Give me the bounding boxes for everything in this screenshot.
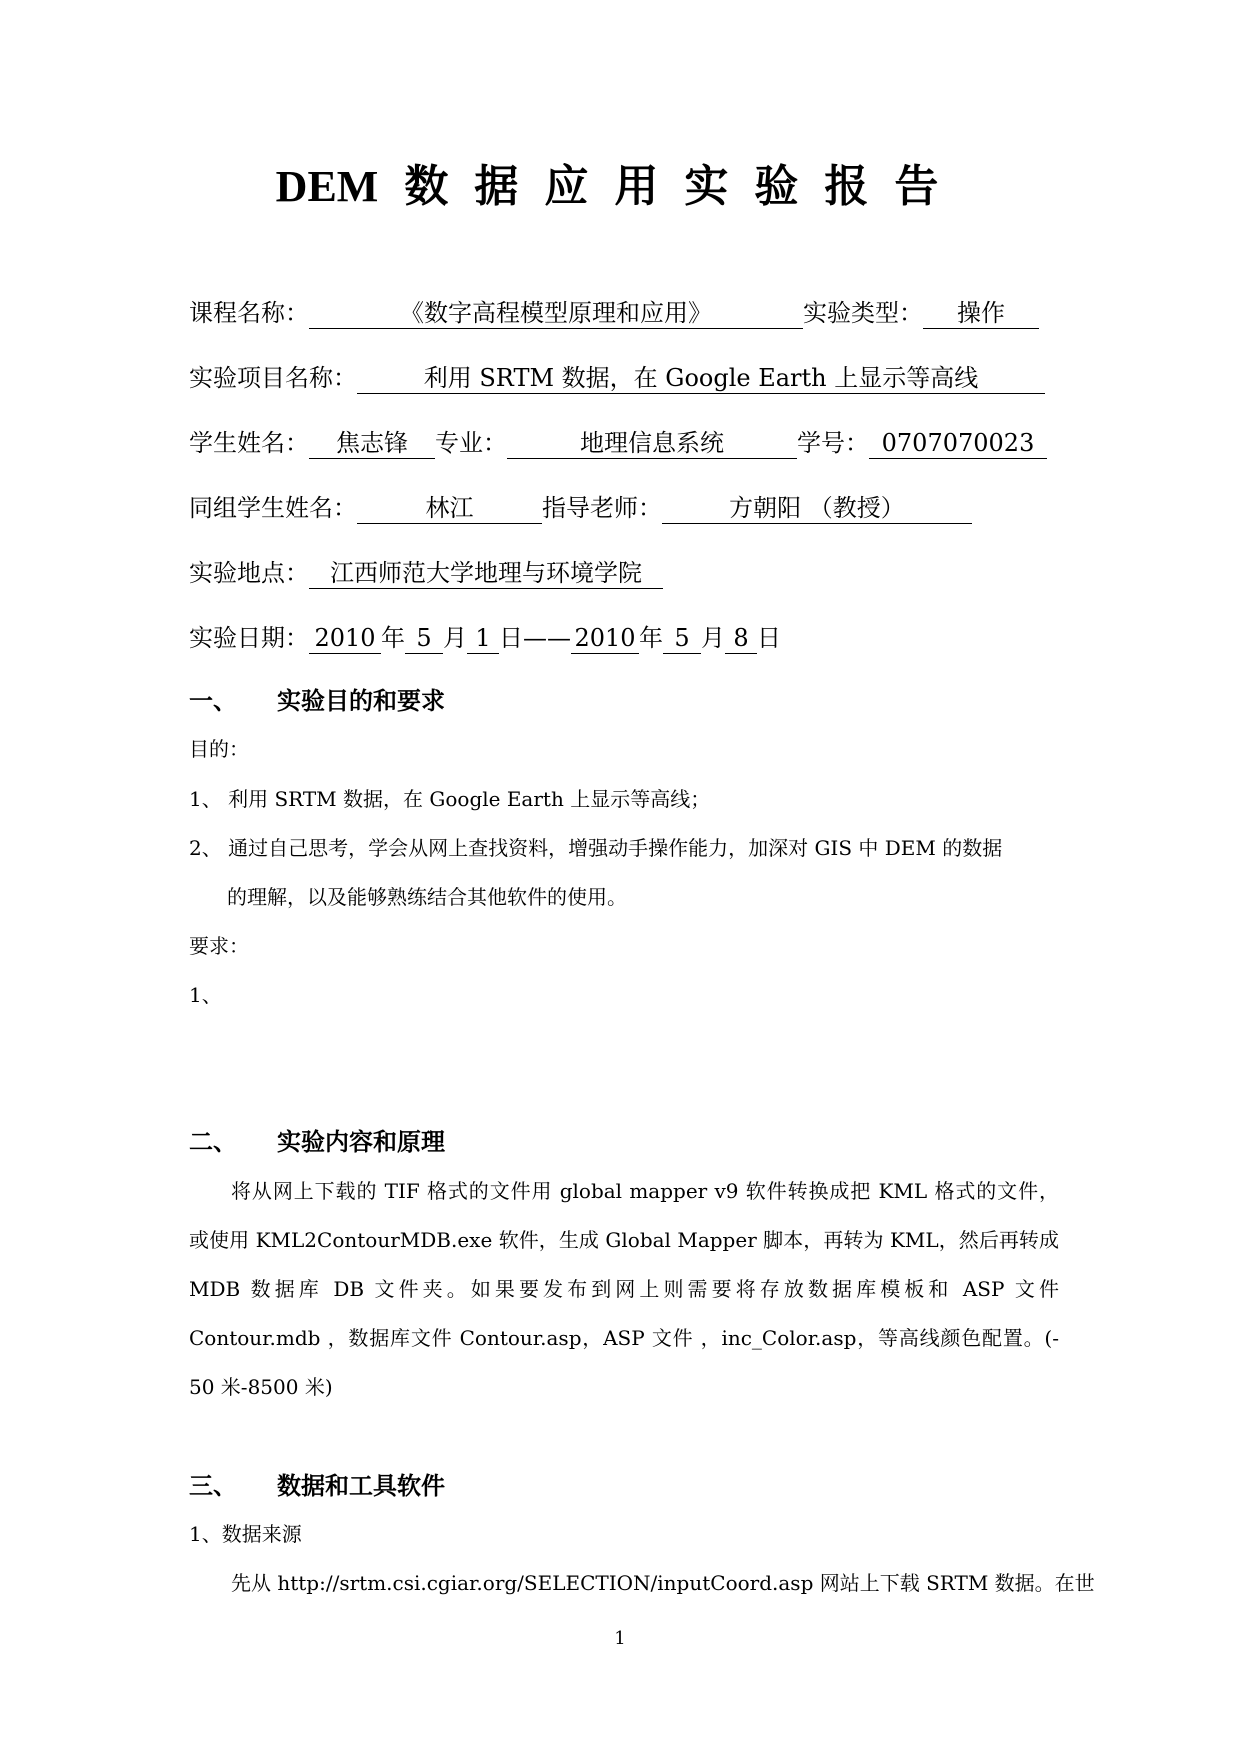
- student-label: 学生姓名：: [189, 429, 309, 457]
- student-value: 焦志锋: [309, 428, 435, 459]
- start-month: 5: [405, 623, 443, 654]
- major-value: 地理信息系统: [507, 428, 797, 459]
- section3-heading: [189, 1466, 445, 1501]
- section2-line-4: Contour.mdb ，数据库文件 Contour.asp，ASP 文件 ，inc_Color.asp，等高线颜色配置。(-: [189, 1326, 1059, 1350]
- end-month-char: 月: [701, 624, 725, 652]
- place-value: 江西师范大学地理与环境学院: [309, 558, 663, 589]
- project-value: 利用 SRTM 数据，在 Google Earth 上显示等高线: [357, 363, 1045, 394]
- start-day-char: 日: [499, 624, 523, 652]
- date-row: [189, 621, 1059, 655]
- course-value: 《数字高程模型原理和应用》: [309, 298, 803, 329]
- end-day: 8: [725, 623, 757, 654]
- place-row: [189, 556, 1059, 590]
- section2-number: 二、: [189, 1128, 237, 1156]
- section1-title: 实验目的和要求: [277, 687, 445, 715]
- date-dash: ——: [523, 624, 571, 652]
- place-label: 实验地点：: [189, 559, 309, 587]
- start-year-char: 年: [381, 624, 405, 652]
- type-label: 实验类型：: [803, 299, 923, 327]
- project-label: 实验项目名称：: [189, 364, 357, 392]
- section3-number: 三、: [189, 1472, 237, 1500]
- end-year-char: 年: [639, 624, 663, 652]
- end-year: 2010: [571, 623, 639, 654]
- title-cjk: 数据应用实验报告: [404, 161, 965, 212]
- section2-line-3: MDB 数据库 DB 文件夹。如果要发布到网上则需要将存放数据库模板和 ASP 文件: [189, 1277, 1059, 1301]
- start-year: 2010: [309, 623, 381, 654]
- major-label: 专业：: [435, 429, 507, 457]
- group-row: [189, 491, 1059, 525]
- end-day-char: 日: [757, 624, 781, 652]
- section2-title: 实验内容和原理: [277, 1128, 445, 1156]
- page-number: 1: [614, 1628, 626, 1649]
- requirement-label: 要求：: [189, 934, 249, 958]
- group-label: 同组学生姓名：: [189, 494, 357, 522]
- course-row: [189, 296, 1059, 330]
- advisor-value: 方朝阳 （教授）: [662, 493, 972, 524]
- start-day: 1: [467, 623, 499, 654]
- id-label: 学号：: [797, 429, 869, 457]
- section2-line-1: 将从网上下载的 TIF 格式的文件用 global mapper v9 软件转换成把 KML 格式的文件，: [231, 1179, 1059, 1203]
- section2-heading: [189, 1122, 445, 1157]
- purpose-item-2: 2、 通过自己思考，学会从网上查找资料，增强动手操作能力，加深对 GIS 中 DEM 的数据: [189, 836, 1003, 860]
- project-row: [189, 361, 1059, 395]
- student-row: [189, 426, 1059, 460]
- section1-number: 一、: [189, 687, 237, 715]
- section3-sub-1: 1、数据来源: [189, 1522, 302, 1546]
- type-value: 操作: [923, 298, 1039, 329]
- course-label: 课程名称：: [189, 299, 309, 327]
- section3-line-1: 先从 http://srtm.csi.cgiar.org/SELECTION/inputCoord.asp 网站上下载 SRTM 数据。在世: [231, 1571, 1095, 1595]
- end-month: 5: [663, 623, 701, 654]
- section2-line-2: 或使用 KML2ContourMDB.exe 软件，生成 Global Mapper 脚本，再转为 KML，然后再转成: [189, 1228, 1059, 1252]
- purpose-label: 目的：: [189, 737, 249, 761]
- group-value: 林江: [357, 493, 542, 524]
- purpose-item-2-cont: 的理解，以及能够熟练结合其他软件的使用。: [227, 885, 627, 909]
- requirement-item-1: 1、: [189, 983, 222, 1007]
- section3-title: 数据和工具软件: [277, 1472, 445, 1500]
- title-latin: DEM: [275, 162, 379, 211]
- report-title: [0, 150, 1240, 214]
- advisor-label: 指导老师：: [542, 494, 662, 522]
- date-label: 实验日期：: [189, 624, 309, 652]
- section2-line-5: 50 米-8500 米): [189, 1375, 333, 1399]
- section1-heading: [189, 681, 445, 716]
- purpose-item-1: 1、 利用 SRTM 数据，在 Google Earth 上显示等高线；: [189, 787, 711, 811]
- start-month-char: 月: [443, 624, 467, 652]
- id-value: 0707070023: [869, 428, 1047, 459]
